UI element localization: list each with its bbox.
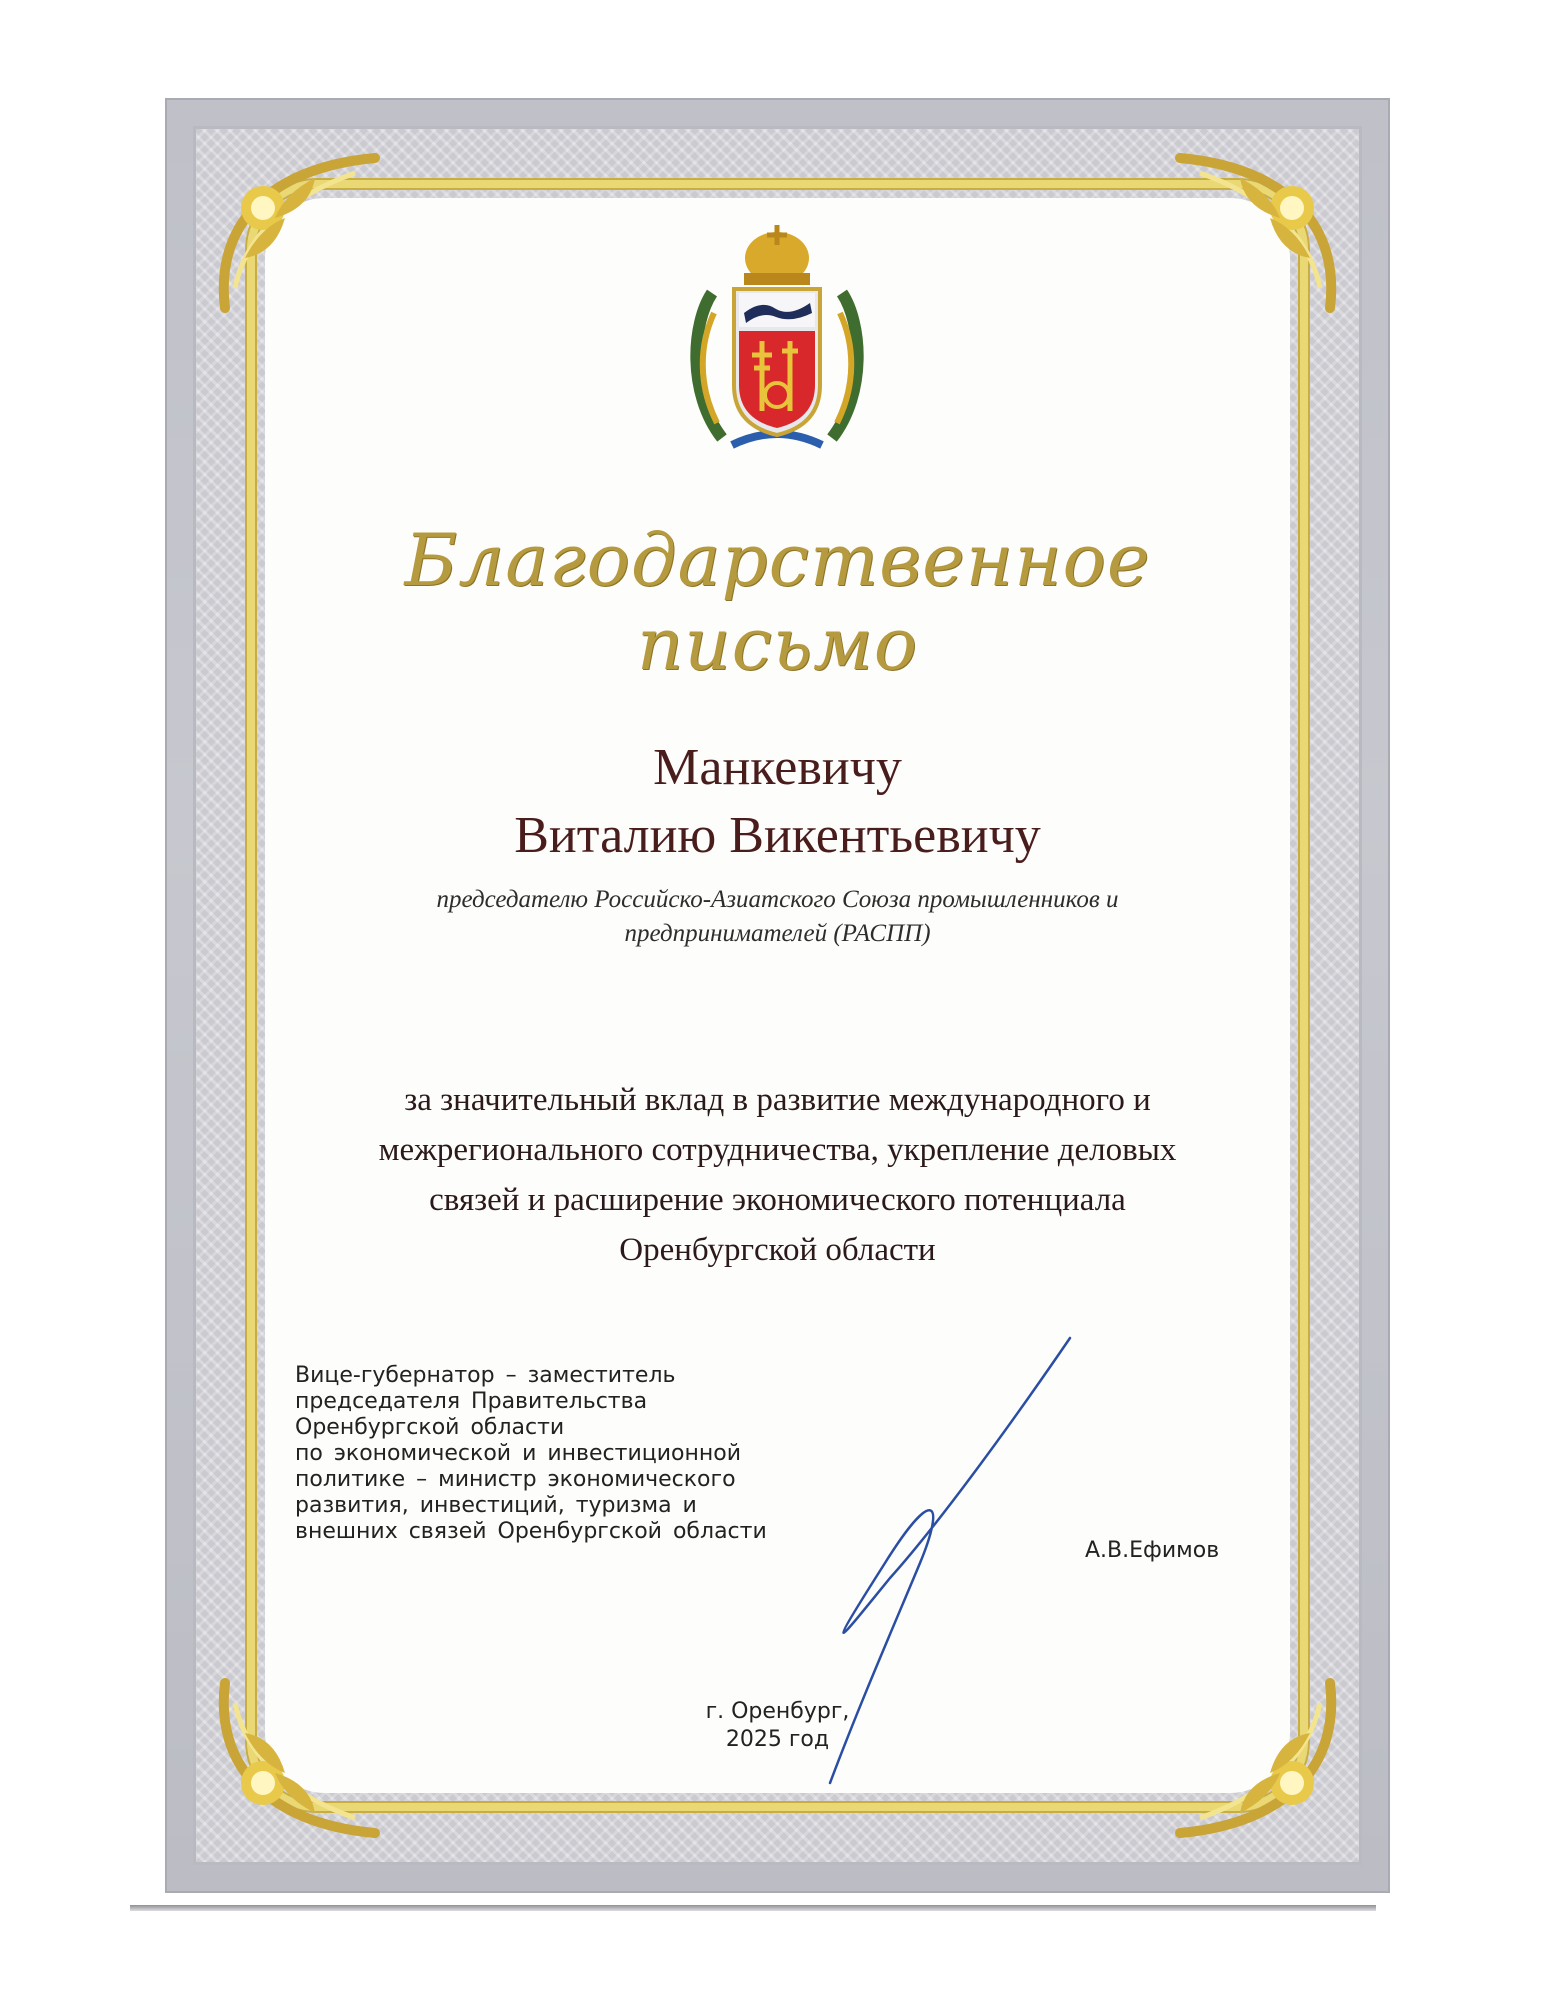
- corner-ornament-icon: [205, 138, 395, 328]
- signer-name: А.В.Ефимов: [1085, 1538, 1220, 1563]
- coat-of-arms-icon: [682, 223, 872, 455]
- recipient-given-names: Виталию Викентьевичу: [514, 807, 1041, 864]
- corner-ornament-icon: [1160, 1663, 1350, 1853]
- recipient-surname: Манкевичу: [653, 739, 902, 796]
- place-and-date: [645, 1698, 910, 1754]
- year-text: 2025 год: [725, 1727, 830, 1752]
- signatory-title: Вице-губернатор – заместитель председателя Правительства Оренбургской области по экономической и инвестиционной политике – министр экономического развития, инвестиций, туризма и внешних связей Оренбургской области: [295, 1363, 767, 1544]
- corner-ornament-icon: [1160, 138, 1350, 328]
- place-text: г. Оренбург,: [705, 1699, 850, 1724]
- certificate: [165, 98, 1390, 1893]
- recipient-position: председателю Российско-Азиатского Союза промышленников и предпринимателей (РАСПП): [436, 886, 1119, 947]
- award-reason: за значительный вклад в развитие международного и межрегионального сотрудничества, укрепление деловых связей и расширение экономического потенциала Оренбургской области: [378, 1082, 1177, 1268]
- scan-edge-shadow: [130, 1905, 1376, 1911]
- document-title: Благодарственное письмо: [404, 518, 1151, 686]
- corner-ornament-icon: [205, 1663, 395, 1853]
